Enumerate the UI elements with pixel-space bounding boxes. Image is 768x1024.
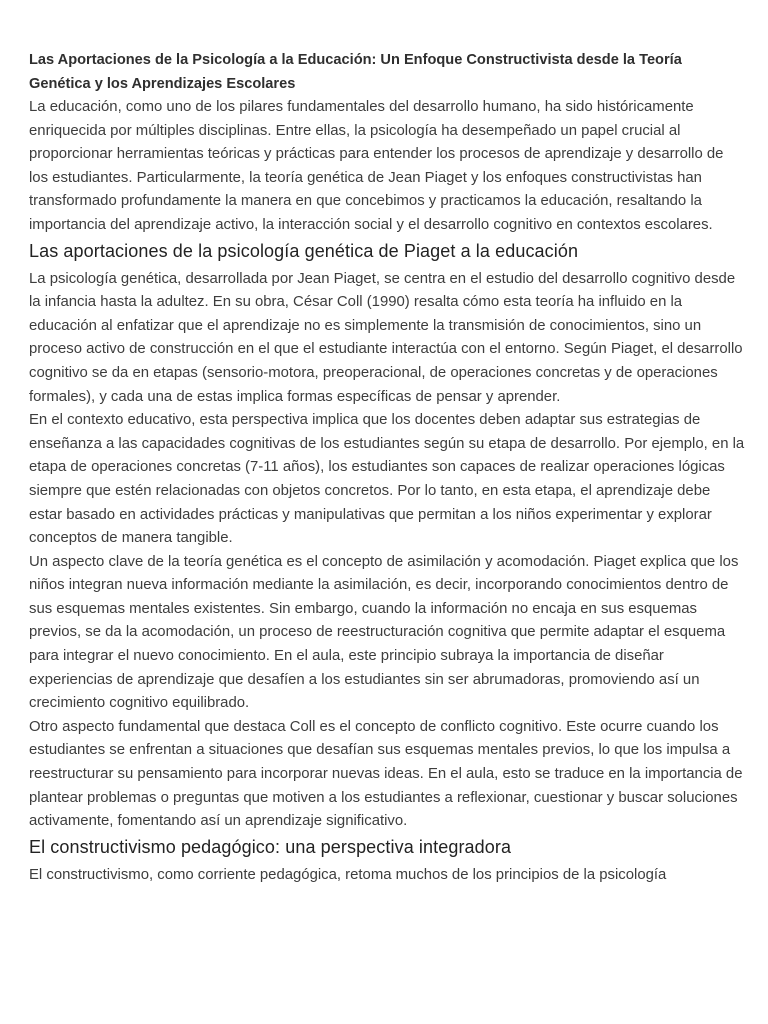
paragraph: El constructivismo, como corriente pedagógica, retoma muchos de los principios de la psicología — [29, 866, 667, 883]
paragraph: Un aspecto clave de la teoría genética es el concepto de asimilación y acomodación. Piaget explica que los niños integran nueva información mediante la asimilación, es decir, incorporando conocimientos dentro de sus esquemas mentales existentes. Sin embargo, cuando la información no encaja en sus esquemas previos, se da la acomodación, un proceso de reestructuración cognitiva que permite adaptar el esquema para integrar el nuevo conocimiento. En el aula, este principio subraya la importancia de diseñar experiencias de aprendizaje que desafíen a los estudiantes sin ser abrumadoras, promoviendo así un crecimiento cognitivo equilibrado. — [29, 553, 739, 712]
paragraph: Otro aspecto fundamental que destaca Coll es el concepto de conflicto cognitivo. Este ocurre cuando los estudiantes se enfrentan a situaciones que desafían sus esquemas mentales previos, lo que los impulsa a reestructurar su pensamiento para incorporar nuevas ideas. En el aula, esto se traduce en la importancia de plantear problemas o preguntas que motiven a los estudiantes a reflexionar, cuestionar y buscar soluciones activamente, fomentando así un aprendizaje significativo. — [29, 718, 743, 830]
section-heading-piaget: Las aportaciones de la psicología genética de Piaget a la educación — [29, 240, 579, 261]
paragraph: En el contexto educativo, esta perspectiva implica que los docentes deben adaptar sus estrategias de enseñanza a las capacidades cognitivas de los estudiantes según su etapa de desarrollo. Por ejemplo, en la etapa de operaciones concretas (7-11 años), los estudiantes son capaces de realizar operaciones lógicas siempre que estén relacionadas con objetos concretos. Por lo tanto, en esta etapa, el aprendizaje debe estar basado en actividades prácticas y manipulativas que permitan a los niños experimentar y explorar conceptos de manera tangible. — [29, 412, 745, 547]
intro-paragraph: La educación, como uno de los pilares fundamentales del desarrollo humano, ha sido históricamente enriquecida por múltiples disciplinas. Entre ellas, la psicología ha desempeñado un papel crucial al proporcionar herramientas teóricas y prácticas para entender los procesos de aprendizaje y desarrollo de los estudiantes. Particularmente, la teoría genética de Jean Piaget y los enfoques constructivistas han transformado profundamente la manera en que concebimos y practicamos la educación, resaltando la importancia del aprendizaje activo, la interacción social y el desarrollo cognitivo en contextos escolares. — [29, 99, 724, 233]
paragraph: La psicología genética, desarrollada por Jean Piaget, se centra en el estudio del desarrollo cognitivo desde la infancia hasta la adultez. En su obra, César Coll (1990) resalta cómo esta teoría ha influido en la educación al enfatizar que el aprendizaje no es simplemente la transmisión de conocimientos, sino un proceso activo de construcción en el que el estudiante interactúa con el entorno. Según Piaget, el desarrollo cognitivo se da en etapas (sensorio-motora, preoperacional, de operaciones concretas y de operaciones formales), y cada una de estas implica formas específicas de pensar y aprender. — [29, 270, 743, 405]
document-body — [29, 49, 745, 887]
section-heading-constructivismo: El constructivismo pedagógico: una perspectiva integradora — [29, 836, 512, 857]
document-title: Las Aportaciones de la Psicología a la Educación: Un Enfoque Constructivista desde la Teoría Genética y los Aprendizajes Escolares — [29, 52, 682, 92]
